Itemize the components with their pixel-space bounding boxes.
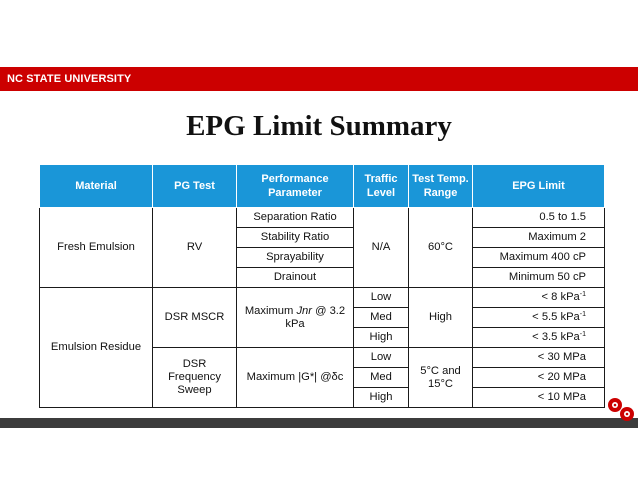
pg-test-cell: RV [153,208,237,288]
temp-cell: 60°C [409,208,473,288]
footer-bar [0,418,638,428]
limit-cell: Minimum 50 cP [473,268,605,288]
limit-cell: 0.5 to 1.5 [473,208,605,228]
header-pg-test: PG Test [153,165,237,208]
table-row [40,288,605,308]
limit-cell [473,288,605,308]
parameter-variable: Jnr [296,304,312,317]
parameter-cell: Stability Ratio [237,228,354,248]
traffic-cell: High [354,328,409,348]
parameter-cell: Sprayability [237,248,354,268]
pg-test-cell: DSR Frequency Sweep [153,348,237,408]
traffic-cell: N/A [354,208,409,288]
limit-value: < 3.5 kPa [532,331,580,343]
university-banner [0,67,638,91]
material-cell: Fresh Emulsion [40,208,153,288]
parameter-prefix: Maximum [244,304,297,317]
material-cell: Emulsion Residue [40,288,153,408]
temp-cell: High [409,288,473,348]
limit-exponent: -1 [579,311,586,318]
traffic-cell: Med [354,308,409,328]
traffic-cell: Low [354,348,409,368]
wolf-paw-icon [604,393,638,427]
header-material: Material [40,165,153,208]
slide-title: EPG Limit Summary [186,110,452,142]
parameter-cell [237,288,354,348]
limit-cell: Maximum 2 [473,228,605,248]
limit-cell [473,328,605,348]
header-traffic-level: Traffic Level [354,165,409,208]
limit-cell: < 20 MPa [473,368,605,388]
university-wordmark: NC STATE UNIVERSITY [7,73,132,85]
limit-exponent: -1 [579,331,586,338]
traffic-cell: Low [354,288,409,308]
limit-value: < 8 kPa [541,291,580,303]
traffic-cell: High [354,388,409,408]
limit-exponent: -1 [579,291,586,298]
traffic-cell: Med [354,368,409,388]
parameter-suffix: @ 3.2 kPa [285,304,346,330]
parameter-cell: Separation Ratio [237,208,354,228]
limit-cell [473,308,605,328]
epg-limit-table [39,164,605,408]
header-epg-limit: EPG Limit [473,165,605,208]
limit-cell: < 30 MPa [473,348,605,368]
limit-value: < 5.5 kPa [532,311,580,323]
parameter-cell: Maximum |G*| @δc [237,348,354,408]
temp-cell: 5°C and 15°C [409,348,473,408]
table-row [40,208,605,228]
limit-cell: < 10 MPa [473,388,605,408]
pg-test-cell: DSR MSCR [153,288,237,348]
header-test-temp-range: Test Temp. Range [409,165,473,208]
table-header-row [40,165,605,208]
limit-cell: Maximum 400 cP [473,248,605,268]
header-performance-parameter: Performance Parameter [237,165,354,208]
parameter-cell: Drainout [237,268,354,288]
